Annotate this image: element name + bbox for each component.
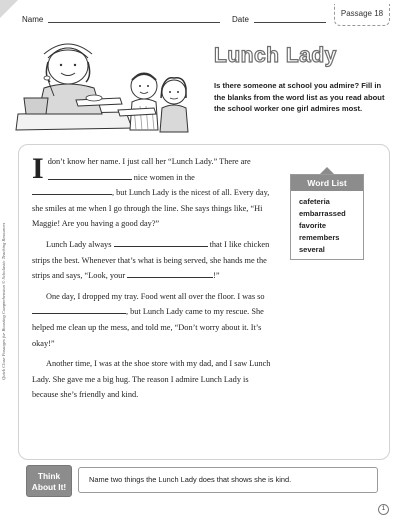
paragraph-1-text-a: don’t know her name. I just call her “Lunch Lady.” There are: [47, 157, 251, 166]
page-number: 1: [378, 504, 389, 515]
paragraph-2-text-c: !”: [213, 271, 220, 281]
word-list-items: [291, 191, 363, 256]
header-bar: [0, 0, 404, 40]
blank-5[interactable]: [32, 306, 126, 314]
word-list-item: cafeteria: [299, 197, 330, 206]
passage-paragraph-1: [32, 154, 276, 232]
passage-paragraph-2: [32, 237, 276, 284]
lunch-lady-illustration: [14, 36, 192, 134]
blank-1[interactable]: [48, 172, 132, 180]
word-list-item: remembers: [299, 233, 340, 242]
word-list-item: favorite: [299, 221, 327, 230]
name-field[interactable]: [48, 22, 220, 23]
drop-cap: I: [32, 152, 44, 185]
copyright-credit: Quick Close Passages for Boosting Comprehension © Scholastic Teaching Resources: [1, 222, 6, 380]
paragraph-3-text-a: One day, I dropped my tray. Food went all over the floor. I was so: [46, 291, 265, 301]
paragraph-1-text-c: , but Lunch Lady is the nicest of all. Every day, she smiles at me when I go through the line. She says things like, “Hi Maggie! Are you having a good day?”: [32, 188, 270, 229]
blank-4[interactable]: [127, 270, 213, 278]
think-question: Name two things the Lunch Lady does that shows she is kind.: [78, 467, 378, 493]
page-title: Lunch Lady: [214, 44, 337, 67]
passage-tab: Passage 18: [334, 4, 390, 26]
word-list-item: several: [299, 245, 325, 254]
passage-paragraph-4: Another time, I was at the shoe store with my dad, and I saw Lunch Lady. She gave me a big hug. The reason I admire Lunch Lady is because she’s friendly and kind.: [32, 359, 271, 400]
paragraph-1-text-b: nice women in the: [131, 172, 195, 182]
think-badge-line-2: About It!: [31, 481, 67, 492]
think-badge-line-1: Think: [37, 471, 61, 481]
word-list-title: Word List: [291, 175, 363, 191]
paragraph-2-text-b: that I like chicken strips the best. Whenever that’s what is being served, she hands me the strips and says, “Look, your: [32, 239, 270, 281]
word-list-item: embarrassed: [299, 209, 346, 218]
date-field[interactable]: [254, 22, 326, 23]
blank-3[interactable]: [114, 239, 208, 247]
name-label: Name: [22, 15, 44, 24]
page-corner-fold: [0, 0, 18, 18]
think-about-it-badge: [26, 465, 72, 497]
paragraph-3-text-b: , but Lunch Lady came to my rescue. She helped me clean up the mess, and told me, “Don’t worry about it. It’s okay!”: [32, 307, 264, 348]
blank-2[interactable]: [32, 187, 112, 195]
date-label: Date: [232, 15, 249, 24]
intro-text: Is there someone at school you admire? Fill in the blanks from the word list as you read about the school worker one girl admires most.: [214, 81, 385, 114]
word-list-pointer: [320, 167, 334, 174]
word-list: [290, 174, 364, 260]
paragraph-2-text-a: Lunch Lady always: [46, 239, 114, 249]
passage-text: [32, 154, 276, 408]
passage-paragraph-3: [32, 289, 276, 351]
